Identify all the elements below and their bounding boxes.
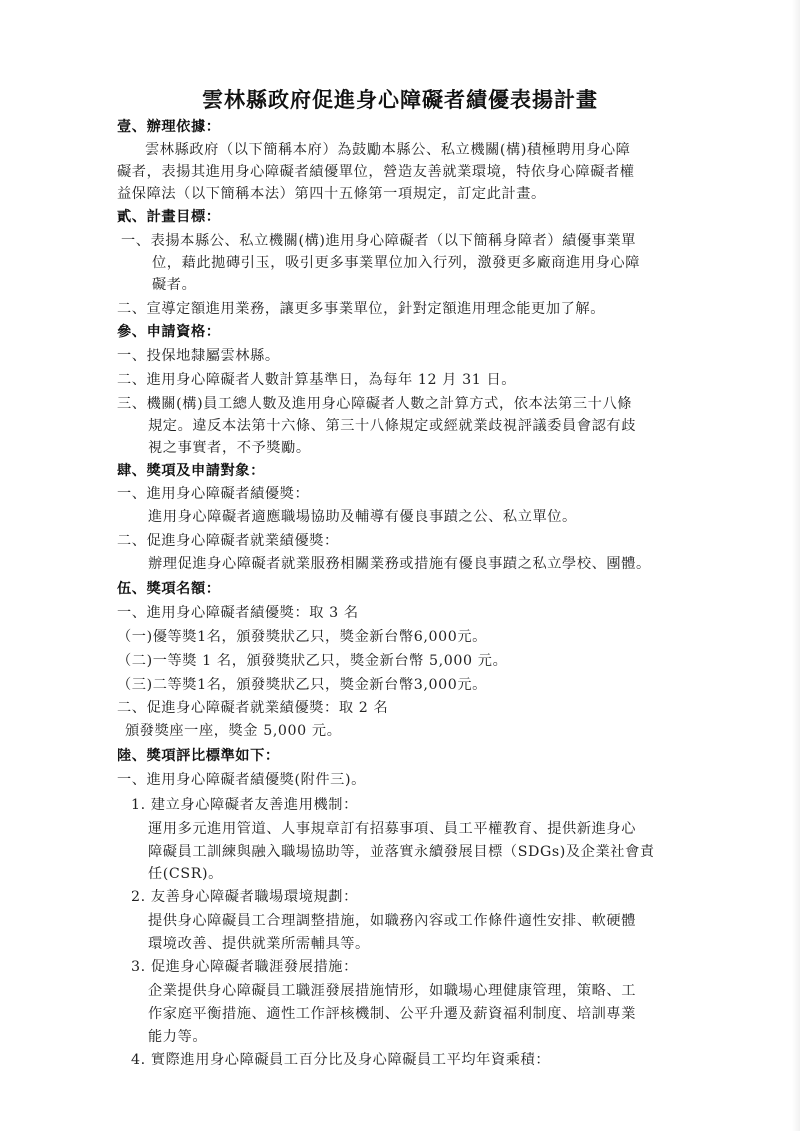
- paragraph-line: 益保障法（以下簡稱本法）第四十五條第一項規定，訂定此計畫。: [117, 186, 546, 202]
- list-item: 二、進用身心障礙者人數計算基準日，為每年 12 月 31 日。: [117, 372, 517, 388]
- list-item: 一、投保地隸屬雲林縣。: [117, 348, 280, 364]
- numbered-item: 1. 建立身心障礙者友善進用機制：: [131, 797, 358, 813]
- sub-list-item: （三)二等獎1名，頒發獎狀乙只，獎金新台幣3,000元。: [117, 677, 487, 693]
- list-item: 二、促進身心障礙者就業績優獎：: [117, 533, 339, 549]
- list-item-continuation: 規定。違反本法第十六條、第三十八條規定或經就業歧視評議委員會認有歧: [148, 418, 636, 434]
- paragraph-line: 礙者，表揚其進用身心障礙者績優單位，營造友善就業環境，特依身心障礙者權: [117, 164, 635, 180]
- scan-edge-shadow: [792, 0, 800, 1131]
- list-item: 一、進用身心障礙者績優獎(附件三)。: [117, 772, 366, 788]
- section-heading-goals: 貳、計畫目標：: [117, 209, 221, 225]
- section-heading-awards: 肆、獎項及申請對象：: [117, 463, 265, 479]
- numbered-item: 4. 實際進用身心障礙員工百分比及身心障礙員工平均年資乘積：: [131, 1052, 551, 1068]
- paragraph-line: 企業提供身心障礙員工職涯發展措施情形，如職場心理健康管理，策略、工: [148, 983, 636, 999]
- document-title: 雲林縣政府促進身心障礙者績優表揚計畫: [202, 87, 598, 112]
- paragraph-line: 運用多元進用管道、人事規章訂有招募事項、員工平權教育、提供新進身心: [148, 821, 636, 837]
- section-heading-basis: 壹、辦理依據：: [117, 119, 221, 135]
- section-heading-criteria: 陸、獎項評比標準如下：: [117, 748, 280, 764]
- list-item-continuation: 礙者。: [152, 277, 197, 293]
- section-heading-quota: 伍、獎項名額：: [117, 581, 221, 597]
- paragraph-line: 雲林縣政府（以下簡稱本府）為鼓勵本縣公、私立機關(構)積極聘用身心障: [145, 142, 631, 158]
- paragraph-line: 頒發獎座一座，獎金 5,000 元。: [125, 723, 342, 739]
- numbered-item: 2. 友善身心障礙者職場環境規劃：: [131, 889, 358, 905]
- paragraph-line: 任(CSR)。: [148, 866, 223, 882]
- paragraph-line: 環境改善、提供就業所需輔具等。: [148, 936, 370, 952]
- paragraph-line: 能力等。: [148, 1029, 208, 1045]
- list-item: 一、進用身心障礙者績優獎：取 3 名: [117, 605, 359, 621]
- list-item-continuation: 位，藉此拋磚引玉，吸引更多事業單位加入行列，激發更多廠商進用身心障: [152, 255, 640, 271]
- paragraph-line: 辦理促進身心障礙者就業服務相關業務或措施有優良事蹟之私立學校、團體。: [148, 556, 651, 572]
- list-item: 二、促進身心障礙者就業績優獎：取 2 名: [117, 700, 389, 716]
- section-heading-eligibility: 參、申請資格：: [117, 324, 221, 340]
- paragraph-line: 障礙員工訓練與融入職場協助等，並落實永續發展目標（SDGs)及企業社會責: [148, 844, 655, 860]
- numbered-item: 3. 促進身心障礙者職涯發展措施：: [131, 959, 358, 975]
- paragraph-line: 提供身心障礙員工合理調整措施，如職務內容或工作條件適性安排、軟硬體: [148, 913, 636, 929]
- sub-list-item: （二)一等獎 1 名，頒發獎狀乙只，獎金新台幣 5,000 元。: [117, 653, 508, 669]
- paragraph-line: 作家庭平衡措施、適性工作評核機制、公平升遷及薪資福利制度、培訓專業: [148, 1006, 636, 1022]
- list-item: 二、宣導定額進用業務，讓更多事業單位，針對定額進用理念能更加了解。: [117, 301, 605, 317]
- list-item: 一、表揚本縣公、私立機關(構)進用身心障礙者（以下簡稱身障者）績優事業單: [121, 233, 637, 249]
- list-item-continuation: 視之事實者，不予獎勵。: [148, 440, 311, 456]
- list-item: 三、機關(構)員工總人數及進用身心障礙者人數之計算方式，依本法第三十八條: [117, 396, 633, 412]
- sub-list-item: （一)優等獎1名，頒發獎狀乙只，獎金新台幣6,000元。: [117, 629, 487, 645]
- paragraph-line: 進用身心障礙者適應職場協助及輔導有優良事蹟之公、私立單位。: [148, 509, 577, 525]
- list-item: 一、進用身心障礙者績優獎：: [117, 486, 310, 502]
